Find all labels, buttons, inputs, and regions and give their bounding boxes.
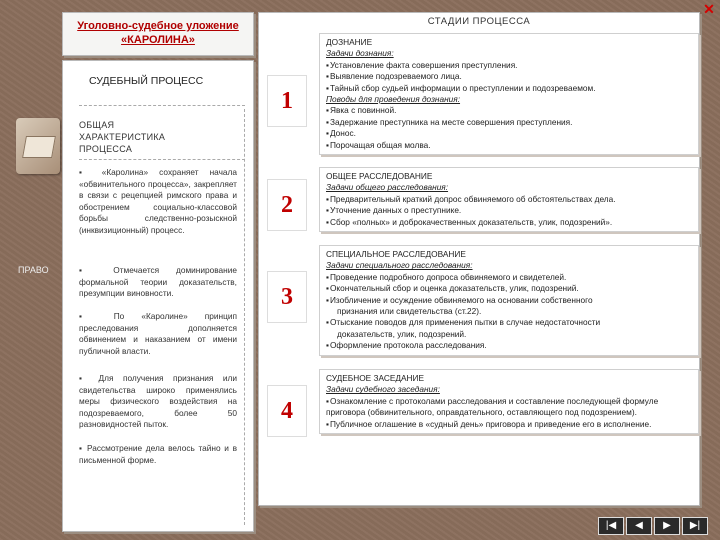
characteristic-bullet-1: ▪ «Каролина» сохраняет начала «обвинительного процесса», закрепляет в связи с рецепцией римского права и обострением социально-классовой борьбы следственно-розыскной (инквизиционный) процесс.: [79, 167, 237, 235]
book-icon: [16, 118, 60, 174]
stage-number-1: 1: [267, 75, 307, 127]
stage-box-court-session: СУДЕБНОЕ ЗАСЕДАНИЕ Задачи судебного заседания: ▪ Ознакомление с протоколами расследования и составление последующей формуле приговора (обвинительного, оправдательного, оставляющего под подозрением). ▪ Публичное оглашение в «судный день» приговора и приведение его в исполнение.: [319, 369, 699, 434]
left-title-line1: Уголовно-судебное уложение: [77, 20, 239, 32]
divider: [79, 105, 245, 106]
general-characteristic-label: ОБЩАЯ ХАРАКТЕРИСТИКА ПРОЦЕССА: [79, 120, 166, 154]
stages-title: СТАДИИ ПРОЦЕССА: [427, 16, 531, 27]
next-slide-button[interactable]: ▶: [654, 517, 680, 535]
court-process-label: СУДЕБНЫЙ ПРОЦЕСС: [89, 75, 204, 87]
divider: [79, 159, 245, 160]
left-title-line2: «КАРОЛИНА»: [121, 34, 195, 46]
characteristic-bullet-4: ▪ Для получения признания или свидетельства широко применялись меры физического воздействия на подозреваемого, более 50 разновидностей пыток.: [79, 373, 237, 430]
stage-box-general-investigation: ОБЩЕЕ РАССЛЕДОВАНИЕ Задачи общего расследования: ▪ Предварительный краткий допрос обвиняемого об обстоятельствах дела. ▪ Уточнение данных о преступнике. ▪ Сбор «полных» и доброкачественных доказательств, улик, подозрений».: [319, 167, 699, 232]
stage-number-3: 3: [267, 271, 307, 323]
divider: [244, 109, 245, 525]
characteristic-bullet-3: ▪ По «Каролине» принцип преследования дополняется обвинением и наказанием от имени публичной власти.: [79, 311, 237, 356]
stage-box-inquiry: ДОЗНАНИЕ Задачи дознания: ▪ Установление факта совершения преступления. ▪ Выявление подозреваемого лица. ▪ Тайный сбор судьей информации о преступлении и подозреваемом. Поводы для проведения дознания: ▪ Явка с повинной. ▪ Задержание преступника на месте совершения преступления. ▪ Донос. ▪ Порочащая общая молва.: [319, 33, 699, 155]
stage-number-4: 4: [267, 385, 307, 437]
left-main-panel: [62, 60, 254, 532]
slide-navigation: [598, 517, 708, 535]
stage-box-special-investigation: СПЕЦИАЛЬНОЕ РАССЛЕДОВАНИЕ Задачи специального расследования: ▪ Проведение подробного допроса обвиняемого и свидетелей. ▪ Окончательный сбор и оценка доказательств, улик, подозрений. ▪ Изобличение и осуждение обвиняемого на основании собственного признания или свидетельства (ст.22). ▪ Отыскание поводов для применения пытки в случае недостаточности доказательств, улик, подозрений. ▪ Оформление протокола расследования.: [319, 245, 699, 356]
left-header-panel: [62, 12, 254, 56]
stages-panel: [258, 12, 700, 506]
sidebar-label: ПРАВО: [18, 265, 49, 275]
characteristic-bullet-5: ▪ Рассмотрение дела велось тайно и в письменной форме.: [79, 443, 237, 465]
last-slide-button[interactable]: ▶|: [682, 517, 708, 535]
prev-slide-button[interactable]: ◀: [626, 517, 652, 535]
first-slide-button[interactable]: |◀: [598, 517, 624, 535]
close-icon[interactable]: ✕: [703, 1, 715, 17]
characteristic-bullet-2: ▪ Отмечается доминирование формальной теории доказательств, презумпции виновности.: [79, 265, 237, 299]
stage-number-2: 2: [267, 179, 307, 231]
